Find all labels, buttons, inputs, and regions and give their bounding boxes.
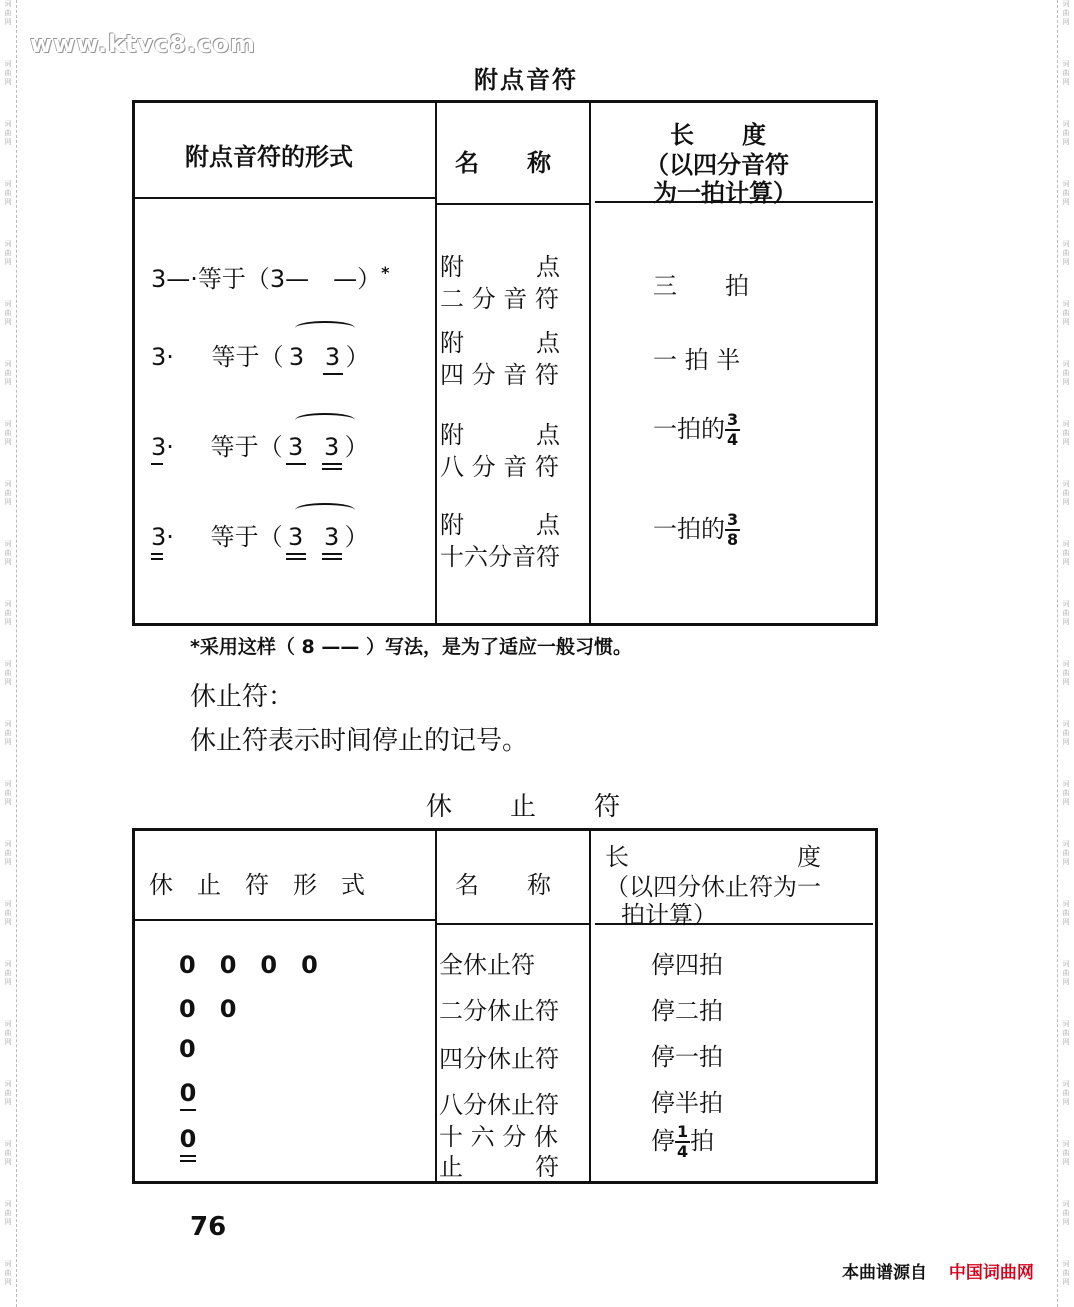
rest-description: 休止符表示时间停止的记号。 (190, 726, 529, 756)
margin-label: 词 曲 网 (4, 480, 12, 506)
margin-label: 词 曲 网 (1062, 1260, 1070, 1286)
margin-label: 词 曲 网 (1062, 960, 1070, 986)
dotted-half-name: 附 点 (440, 253, 560, 281)
header-name: 名 称 (455, 871, 551, 899)
dotted-eighth-form: 3· 等于（ 3 3 ） (151, 427, 369, 462)
note: 3 (283, 433, 309, 461)
dotted-quarter-name: 附 点 (440, 329, 560, 357)
margin-label: 词 曲 网 (4, 720, 12, 746)
dotted-quarter-name: 四 分 音 符 (440, 361, 559, 389)
eighth-rest-name: 八分休止符 (439, 1091, 559, 1119)
margin-label: 词 曲 网 (4, 240, 12, 266)
sixteenth-rest-name: 止 符 (439, 1153, 559, 1181)
margin-label: 词 曲 网 (1062, 720, 1070, 746)
rest-table (132, 828, 878, 1184)
source-credit: 本曲谱源自 中国词曲网 (842, 1263, 1034, 1283)
right-margin-strip (1057, 0, 1074, 1307)
fraction: $\frac{1}{4}$ (677, 1122, 689, 1161)
rest-table-title: 休 止 符 (426, 792, 623, 822)
whole-rest-length: 停四拍 (651, 951, 723, 979)
sixteenth-rest-form: 0 (179, 1125, 197, 1153)
margin-label: 词 曲 网 (1062, 420, 1070, 446)
page-number: 76 (190, 1212, 227, 1242)
margin-label: 词 曲 网 (4, 420, 12, 446)
dotted-notes-title: 附点音符 (474, 66, 578, 94)
margin-label: 词 曲 网 (1062, 1020, 1070, 1046)
header-divider (135, 919, 435, 921)
header-length-note: 拍计算） (621, 901, 717, 929)
fraction: $\frac{3}{8}$ (727, 510, 739, 549)
margin-label: 词 曲 网 (1062, 0, 1070, 26)
header-length-note: （以四分音符 (645, 151, 789, 179)
margin-label: 词 曲 网 (4, 540, 12, 566)
dotted-quarter-form: 3· 等于（ 3 3 ） (151, 337, 370, 372)
left-margin-strip (0, 0, 17, 1307)
margin-label: 词 曲 网 (1062, 120, 1070, 146)
margin-label: 词 曲 网 (4, 1200, 12, 1226)
margin-label: 词 曲 网 (4, 0, 12, 26)
column-divider (589, 831, 591, 1181)
header-form: 附点音符的形式 (185, 143, 353, 171)
note: 3 (319, 523, 345, 551)
margin-label: 词 曲 网 (1062, 1080, 1070, 1106)
dotted-half-name: 二 分 音 符 (440, 285, 559, 313)
margin-label: 词 曲 网 (4, 60, 12, 86)
source-site-link[interactable]: 中国词曲网 (948, 1263, 1034, 1283)
margin-label: 词 曲 网 (4, 120, 12, 146)
site-watermark: www.ktvc8.com (30, 30, 256, 58)
margin-label: 词 曲 网 (1062, 240, 1070, 266)
margin-label: 词 曲 网 (4, 960, 12, 986)
header-divider (437, 923, 589, 925)
dotted-eighth-name: 附 点 (440, 421, 560, 449)
dotted-eighth-name: 八 分 音 符 (440, 453, 559, 481)
tie-arc (295, 413, 355, 427)
margin-label: 词 曲 网 (1062, 480, 1070, 506)
margin-label: 词 曲 网 (4, 180, 12, 206)
note: 3 (283, 523, 309, 551)
note: 3 (320, 343, 346, 371)
column-divider (589, 103, 591, 623)
header-divider (437, 203, 589, 205)
dotted-sixteenth-form: 3· 等于（ 3 3 ） (151, 517, 369, 552)
margin-label: 词 曲 网 (1062, 540, 1070, 566)
margin-label: 词 曲 网 (1062, 360, 1070, 386)
dotted-quarter-length: 一 拍 半 (653, 346, 741, 374)
dotted-sixteenth-length: 一拍的 $\frac{3}{8}$ (653, 510, 739, 549)
rest-heading: 休止符： (190, 682, 295, 712)
margin-label: 词 曲 网 (1062, 1200, 1070, 1226)
margin-label: 词 曲 网 (4, 300, 12, 326)
sixteenth-rest-length: 停 $\frac{1}{4}$ 拍 (651, 1122, 715, 1161)
margin-label: 词 曲 网 (4, 660, 12, 686)
note: 3 (319, 433, 345, 461)
margin-label: 词 曲 网 (4, 1140, 12, 1166)
margin-label: 词 曲 网 (1062, 660, 1070, 686)
tie-arc (295, 321, 355, 335)
margin-label: 词 曲 网 (4, 780, 12, 806)
margin-label: 词 曲 网 (4, 1260, 12, 1286)
margin-label: 词 曲 网 (4, 600, 12, 626)
footnote: *采用这样（ 8 —— ）写法，是为了适应一般习惯。 (190, 636, 633, 658)
margin-label: 词 曲 网 (1062, 780, 1070, 806)
margin-label: 词 曲 网 (4, 1080, 12, 1106)
half-rest-length: 停二拍 (651, 997, 723, 1025)
margin-label: 词 曲 网 (1062, 1140, 1070, 1166)
header-divider (135, 197, 435, 199)
margin-label: 词 曲 网 (1062, 180, 1070, 206)
dotted-eighth-length: 一拍的 $\frac{3}{4}$ (653, 410, 739, 449)
dotted-half-length: 三 拍 (653, 272, 749, 300)
header-length-note: （以四分休止符为一 (605, 873, 821, 901)
margin-label: 词 曲 网 (1062, 900, 1070, 926)
note: 3 (288, 343, 305, 371)
quarter-rest-form: 0 (179, 1035, 196, 1063)
header-length: 长 度 (605, 843, 821, 871)
quarter-rest-length: 停一拍 (651, 1043, 723, 1071)
header-length: 长 度 (670, 121, 766, 149)
margin-label: 词 曲 网 (4, 1020, 12, 1046)
dotted-half-form: 3—·等于（3— —）* (151, 263, 390, 293)
half-rest-form: 0 0 (179, 995, 237, 1023)
eighth-rest-length: 停半拍 (651, 1089, 723, 1117)
margin-label: 词 曲 网 (1062, 600, 1070, 626)
column-divider (435, 103, 437, 623)
dotted-sixteenth-name: 附 点 (440, 511, 560, 539)
dotted-sixteenth-name: 十六分音符 (440, 543, 560, 571)
header-name: 名 称 (455, 149, 551, 177)
column-divider (435, 831, 437, 1181)
margin-label: 词 曲 网 (1062, 840, 1070, 866)
half-rest-name: 二分休止符 (439, 997, 559, 1025)
whole-rest-form: 0 0 0 0 (179, 951, 318, 979)
tie-arc (295, 503, 355, 517)
header-form: 休 止 符 形 式 (149, 871, 365, 899)
dotted-notes-table (132, 100, 878, 626)
margin-label: 词 曲 网 (1062, 60, 1070, 86)
sixteenth-rest-name: 十 六 分 休 (439, 1123, 558, 1151)
quarter-rest-name: 四分休止符 (439, 1045, 559, 1073)
margin-label: 词 曲 网 (1062, 300, 1070, 326)
header-length-note: 为一拍计算） (653, 179, 797, 207)
whole-rest-name: 全休止符 (439, 951, 535, 979)
margin-label: 词 曲 网 (4, 360, 12, 386)
margin-label: 词 曲 网 (4, 900, 12, 926)
margin-label: 词 曲 网 (4, 840, 12, 866)
eighth-rest-form: 0 (179, 1079, 197, 1107)
fraction: $\frac{3}{4}$ (727, 410, 739, 449)
